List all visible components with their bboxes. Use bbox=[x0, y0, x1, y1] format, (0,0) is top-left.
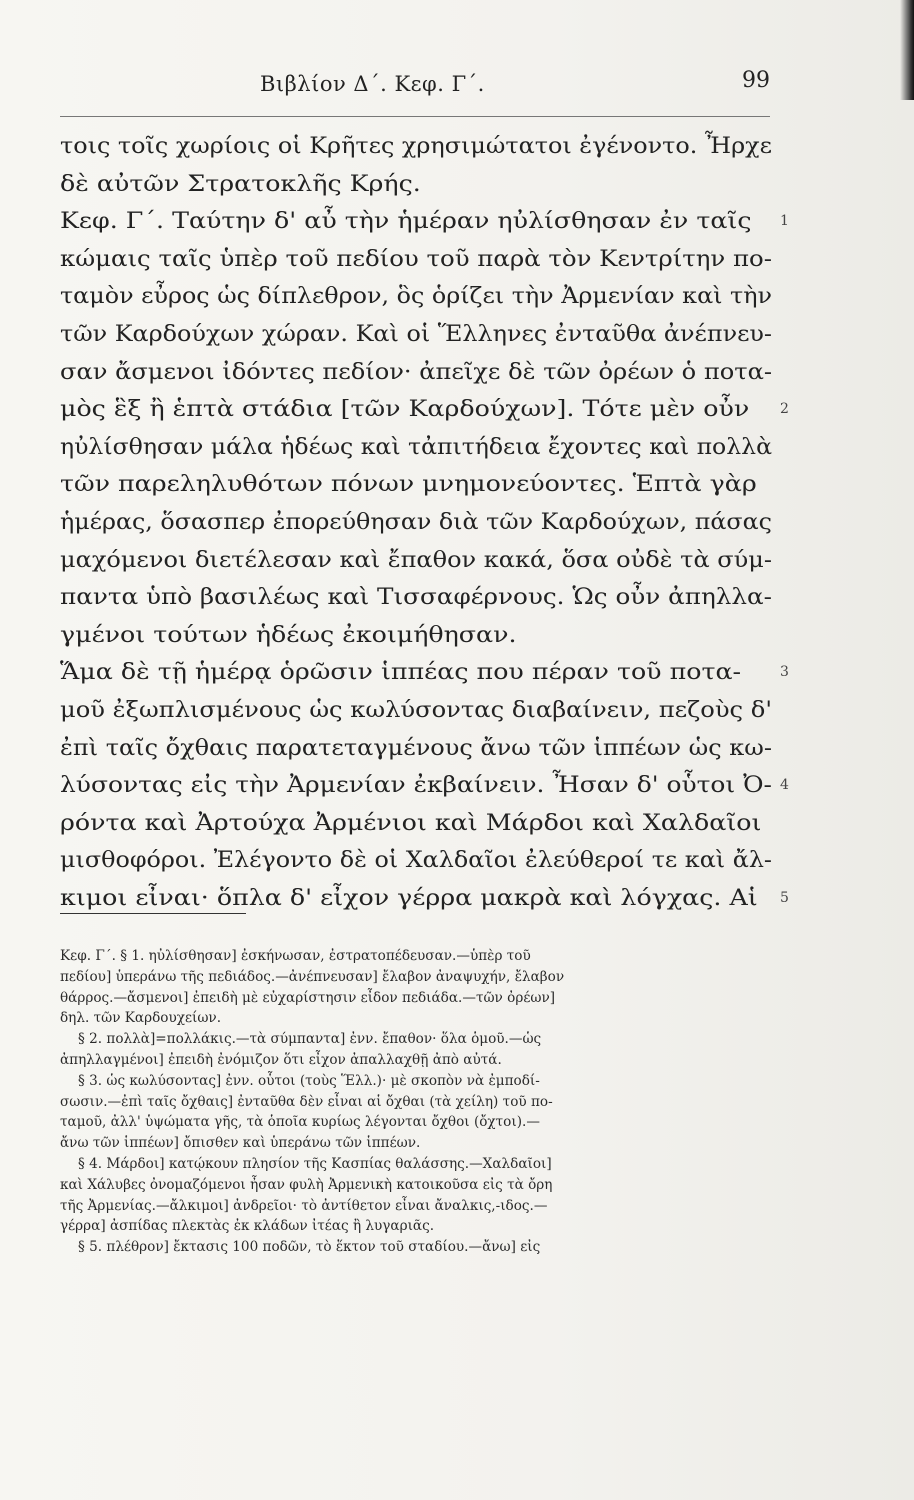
page-header bbox=[60, 66, 770, 106]
text-line-content: Κεφ. Γ΄. Ταύτην δ' αὖ τὴν ἡμέραν ηὐλίσθησαν ἐν ταῖς bbox=[60, 209, 752, 235]
footnote-line: § 2. πολλὰ]=πολλάκις.—τὰ σύμπαντα] ἐνν. ἔπαθον· ὅλα ὁμοῦ.—ὡς bbox=[78, 1031, 542, 1048]
text-line-content: σαν ἄσμενοι ἰδόντες πεδίον· ἀπεῖχε δὲ τῶν ὀρέων ὁ ποτα- bbox=[60, 359, 772, 385]
footnote-line: τῆς Ἀρμενίας.—ἄλκιμοι] ἀνδρεῖοι· τὸ ἀντίθετον εἶναι ἄναλκις,-ιδος.— bbox=[60, 1197, 548, 1214]
text-line-content: παντα ὑπὸ βασιλέως καὶ Τισσαφέρνους. Ὡς οὖν ἀπηλλα- bbox=[60, 585, 772, 611]
text-line-content: γμένοι τούτων ἡδέως ἐκοιμήθησαν. bbox=[60, 622, 517, 648]
text-line bbox=[60, 579, 772, 617]
footnote-line: ἀπηλλαγμένοι] ἐπειδὴ ἐνόμιζον ὅτι εἶχον ἀπαλλαχθῇ ἀπὸ αὐτά. bbox=[60, 1051, 502, 1068]
footnote-line: γέρρα] ἀσπίδας πλεκτὰς ἐκ κλάδων ἰτέας ἢ λυγαριᾶς. bbox=[60, 1218, 435, 1235]
footnote-line: ταμοῦ, ἀλλ' ὑψώματα γῆς, τὰ ὁποῖα κυρίως λέγονται ὄχθοι (ὄχτοι).— bbox=[60, 1114, 540, 1131]
footnote-line: § 5. πλέθρον] ἔκτασις 100 ποδῶν, τὸ ἕκτον τοῦ σταδίου.—ἄνω] εἰς bbox=[78, 1239, 541, 1256]
text-line-content: δὲ αὐτῶν Στρατοκλῆς Κρής. bbox=[60, 171, 421, 197]
text-line-content: κιμοι εἶναι· ὅπλα δ' εἶχον γέρρα μακρὰ καὶ λόγχας. Αἱ bbox=[60, 885, 758, 911]
section-number: 4 bbox=[780, 777, 789, 794]
text-line bbox=[60, 391, 789, 429]
main-text bbox=[60, 128, 789, 917]
section-number: 1 bbox=[780, 213, 789, 230]
text-line bbox=[60, 354, 772, 392]
text-line-content: μοῦ ἐξωπλισμένους ὡς κωλύσοντας διαβαίνειν, πεζοὺς δ' bbox=[60, 697, 772, 723]
footnote-line: Κεφ. Γ΄. § 1. ηὐλίσθησαν] ἐσκήνωσαν, ἐστρατοπέδευσαν.—ὑπὲρ τοῦ bbox=[60, 948, 531, 964]
text-line bbox=[60, 166, 772, 204]
text-line-content: τοις τοῖς χωρίοις οἱ Κρῆτες χρησιμώτατοι ἐγένοντο. Ἦρχε bbox=[60, 134, 773, 159]
page-edge-shadow bbox=[900, 0, 914, 100]
text-line-content: ἐπὶ ταῖς ὄχθαις παρατεταγμένους ἄνω τῶν ἱππέων ὡς κω- bbox=[60, 735, 772, 761]
footnote-line: θάρρος.—ἄσμενοι] ἐπειδὴ μὲ εὐχαρίστησιν εἶδον πεδιάδα.—τῶν ὀρέων] bbox=[60, 989, 556, 1006]
text-line bbox=[60, 730, 772, 768]
footnote-line: δηλ. τῶν Καρδουχείων. bbox=[60, 1010, 222, 1027]
text-line bbox=[60, 617, 772, 655]
section-number: 3 bbox=[780, 664, 789, 681]
text-line-content: Ἅμα δὲ τῇ ἡμέρᾳ ὁρῶσιν ἱππέας που πέραν τοῦ ποτα- bbox=[60, 660, 742, 686]
page-number: 99 bbox=[742, 68, 770, 93]
text-line bbox=[60, 654, 789, 692]
section-number: 5 bbox=[780, 889, 789, 906]
text-line bbox=[60, 842, 772, 880]
text-line bbox=[60, 805, 772, 843]
text-line-content: μὸς ἓξ ἢ ἑπτὰ στάδια [τῶν Καρδούχων]. Τότε μὲν οὖν bbox=[60, 397, 750, 423]
text-line bbox=[60, 241, 772, 279]
text-line bbox=[60, 429, 772, 467]
footnote-rule bbox=[60, 913, 246, 914]
header-rule bbox=[60, 116, 770, 117]
text-line-content: τῶν παρεληλυθότων πόνων μνημονεύοντες. Ἑπτὰ γὰρ bbox=[60, 472, 757, 498]
footnote-line: σωσιν.—ἐπὶ ταῖς ὄχθαις] ἐνταῦθα δὲν εἶναι αἱ ὄχθαι (τὰ χείλη) τοῦ πο- bbox=[60, 1093, 553, 1110]
text-line bbox=[60, 128, 772, 166]
footnotes bbox=[60, 946, 772, 1258]
text-line bbox=[60, 767, 789, 805]
text-line-content: κώμαις ταῖς ὑπὲρ τοῦ πεδίου τοῦ παρὰ τὸν Κεντρίτην πο- bbox=[60, 246, 772, 272]
text-line-content: ἡμέρας, ὅσασπερ ἐπορεύθησαν διὰ τῶν Καρδούχων, πάσας bbox=[60, 509, 772, 535]
text-line-content: ηὐλίσθησαν μάλα ἡδέως καὶ τἀπιτήδεια ἔχοντες καὶ πολλὰ bbox=[60, 434, 772, 460]
text-line bbox=[60, 542, 772, 580]
text-line bbox=[60, 278, 772, 316]
text-line-content: μισθοφόροι. Ἐλέγοντο δὲ οἱ Χαλδαῖοι ἐλεύθεροί τε καὶ ἄλ- bbox=[60, 848, 773, 874]
footnote-line: § 3. ὡς κωλύσοντας] ἐνν. οὗτοι (τοὺς Ἕλλ.)· μὲ σκοπὸν νὰ ἐμποδί- bbox=[78, 1072, 540, 1089]
text-line bbox=[60, 316, 772, 354]
text-line-content: λύσοντας εἰς τὴν Ἀρμενίαν ἐκβαίνειν. Ἦσαν δ' οὗτοι Ὀ- bbox=[60, 773, 772, 799]
footnote-line: ἄνω τῶν ἱππέων] ὄπισθεν καὶ ὑπεράνω τῶν ἱππέων. bbox=[60, 1135, 421, 1152]
running-head: Βιβλίον Δ΄. Κεφ. Γ΄. bbox=[260, 72, 485, 96]
text-line bbox=[60, 880, 789, 918]
text-line-content: ταμὸν εὖρος ὡς δίπλεθρον, ὃς ὁρίζει τὴν Ἀρμενίαν καὶ τὴν bbox=[60, 284, 772, 310]
text-line-content: μαχόμενοι διετέλεσαν καὶ ἔπαθον κακά, ὅσα οὐδὲ τὰ σύμ- bbox=[60, 547, 773, 573]
text-line bbox=[60, 504, 772, 542]
text-line-content: ρόντα καὶ Ἀρτούχα Ἀρμένιοι καὶ Μάρδοι καὶ Χαλδαῖοι bbox=[60, 810, 762, 836]
footnote-line: § 4. Μάρδοι] κατῴκουν πλησίον τῆς Κασπίας θαλάσσης.—Χαλδαῖοι] bbox=[78, 1155, 552, 1172]
footnote-line: καὶ Χάλυβες ὀνομαζόμενοι ἦσαν φυλὴ Ἀρμενικὴ κατοικοῦσα εἰς τὰ ὄρη bbox=[60, 1176, 553, 1193]
text-line-content: τῶν Καρδούχων χώραν. Καὶ οἱ Ἕλληνες ἐνταῦθα ἀνέπνευ- bbox=[60, 321, 772, 347]
text-line bbox=[60, 466, 772, 504]
section-number: 2 bbox=[780, 401, 789, 418]
text-line bbox=[60, 692, 772, 730]
text-line bbox=[60, 203, 789, 241]
footnote-line: πεδίου] ὑπεράνω τῆς πεδιάδος.—ἀνέπνευσαν] ἔλαβον ἀναψυχήν, ἔλαβον bbox=[60, 968, 565, 985]
